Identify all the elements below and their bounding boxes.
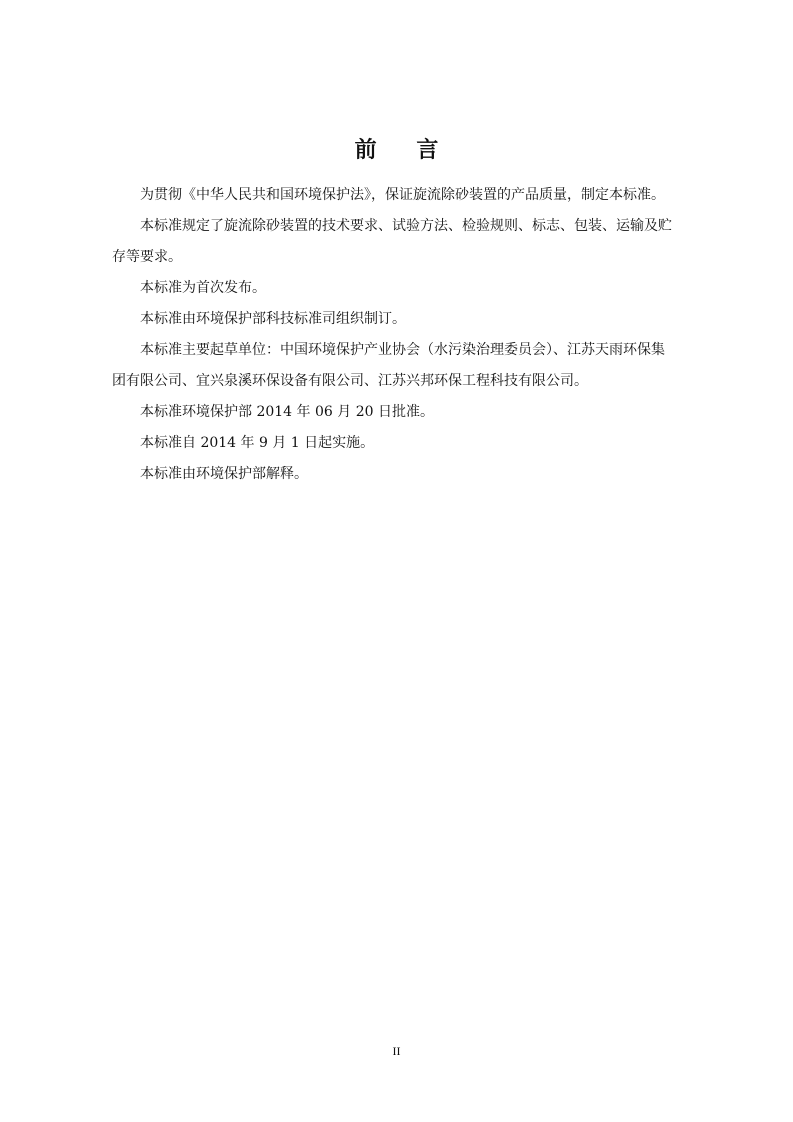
paragraph-approval-date: 本标准环境保护部 2014 年 06 月 20 日批准。 <box>140 404 434 420</box>
paragraph-drafting-units: 本标准主要起草单位：中国环境保护产业协会（水污染治理委员会）、江苏天雨环保集团有限公司、宜兴泉溪环保设备有限公司、江苏兴邦环保工程科技有限公司。 <box>112 342 665 389</box>
page-number: II <box>392 1044 401 1058</box>
paragraph-interpretation: 本标准由环境保护部解释。 <box>140 466 308 482</box>
paragraph-purpose: 为贯彻《中华人民共和国环境保护法》，保证旋流除砂装置的产品质量，制定本标准。 <box>140 187 665 203</box>
paragraph-first-release: 本标准为首次发布。 <box>140 280 266 296</box>
foreword-body <box>112 180 674 490</box>
paragraph-effective-date: 本标准自 2014 年 9 月 1 日起实施。 <box>140 435 375 451</box>
page-title: 前 言 <box>354 138 455 163</box>
paragraph-scope: 本标准规定了旋流除砂装置的技术要求、试验方法、检验规则、标志、包装、运输及贮存等要求。 <box>112 218 672 265</box>
paragraph-organizer: 本标准由环境保护部科技标准司组织制订。 <box>140 311 406 327</box>
